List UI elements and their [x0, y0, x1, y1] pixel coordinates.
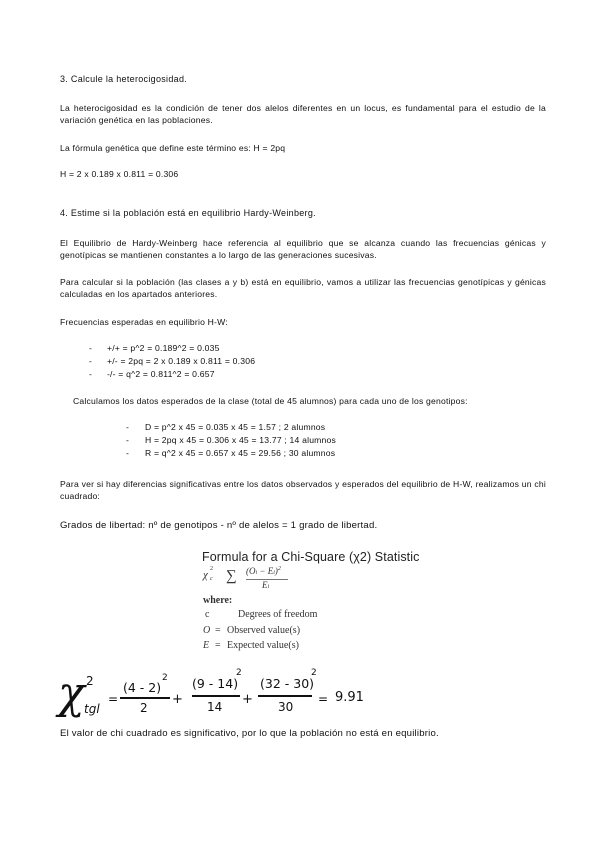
formula-legend-symbol: O [203, 625, 211, 636]
formula-legend-desc: Observed value(s) [227, 625, 301, 636]
chi-exponent: 2 [86, 674, 94, 688]
formula-legend-eq: = [215, 625, 221, 636]
bullet-dash: - [126, 448, 130, 458]
conclusion: El valor de chi cuadrado es significativo, por lo que la población no está en equilibrio. [60, 728, 439, 739]
expected-freq-item: +/+ = p^2 = 0.189^2 = 0.035 [107, 343, 220, 353]
term3-numerator: (32 - 30) [260, 676, 315, 691]
chi-symbol: χ [58, 668, 85, 719]
term2-denominator: 14 [207, 700, 223, 714]
formula-title: Formula for a Chi-Square (χ2) Statistic [202, 550, 420, 564]
formula-legend-eq: = [215, 640, 221, 651]
term2-exponent: 2 [236, 668, 242, 678]
expected-freq-item: +/- = 2pq = 2 x 0.189 x 0.811 = 0.306 [107, 356, 256, 366]
fraction-bar [120, 697, 170, 699]
expected-data-intro: Calculamos los datos esperados de la clase (total de 45 alumnos) para cada uno de los genotipos: [73, 396, 468, 406]
section4-paragraph1: El Equilibrio de Hardy-Weinberg hace referencia al equilibrio que se alcanza cuando las frecuencias génicas y genotípicas se mantienen constantes a lo largo de las generaciones sucesivas. [60, 238, 546, 260]
section4-heading: 4. Estime si la población está en equilibrio Hardy-Weinberg. [60, 208, 316, 218]
section3-paragraph: La heterocigosidad es la condición de tener dos alelos diferentes en un locus, es fundamental para el estudio de la variación genética en las poblaciones. [60, 103, 546, 125]
section3-calculation: H = 2 x 0.189 x 0.811 = 0.306 [60, 169, 179, 179]
expected-count-item: H = 2pq x 45 = 0.306 x 45 = 13.77 ; 14 alumnos [145, 435, 336, 445]
equals-sign: = [108, 692, 119, 706]
expected-count-item: D = p^2 x 45 = 0.035 x 45 = 1.57 ; 2 alumnos [145, 422, 326, 432]
formula-where: where: [203, 595, 233, 606]
degrees-of-freedom: Grados de libertad: nº de genotipos - nº de alelos = 1 grado de libertad. [60, 520, 378, 531]
fraction-bar [192, 695, 240, 697]
term2-numerator: (9 - 14) [192, 676, 239, 691]
bullet-dash: - [89, 369, 93, 379]
formula-legend-desc: Degrees of freedom [238, 609, 318, 620]
chi-result: 9.91 [335, 690, 364, 705]
equals-sign: = [318, 692, 329, 706]
chi-intro: Para ver si hay diferencias significativas entre los datos observados y esperados del equilibrio de H-W, realizamos un chi cuadrado: [60, 479, 546, 501]
term1-denominator: 2 [140, 701, 148, 715]
formula-legend-symbol: E [203, 640, 210, 651]
term1-numerator: (4 - 2) [123, 680, 162, 695]
section4-paragraph2: Para calcular si la población (las clases a y b) está en equilibrio, vamos a utilizar las frecuencias genotípicas y génicas calculadas en los apartados anteriores. [60, 277, 546, 299]
bullet-dash: - [126, 435, 130, 445]
section3-formula-text: La fórmula genética que define este término es: H = 2pq [60, 143, 286, 153]
plus-sign: + [242, 692, 253, 707]
term3-exponent: 2 [311, 668, 317, 678]
formula-legend-desc: Expected value(s) [227, 640, 299, 651]
expected-freq-title: Frecuencias esperadas en equilibrio H-W: [60, 317, 228, 327]
bullet-dash: - [89, 343, 93, 353]
expected-count-item: R = q^2 x 45 = 0.657 x 45 = 29.56 ; 30 alumnos [145, 448, 336, 458]
expected-freq-item: -/- = q^2 = 0.811^2 = 0.657 [107, 369, 215, 379]
fraction-bar [258, 695, 312, 697]
term1-exponent: 2 [162, 673, 168, 683]
bullet-dash: - [126, 422, 130, 432]
formula-legend-symbol: c [205, 609, 210, 620]
term3-denominator: 30 [278, 700, 294, 714]
chi-subscript: tgl [84, 702, 100, 716]
plus-sign: + [172, 692, 183, 707]
section3-heading: 3. Calcule la heterocigosidad. [60, 74, 188, 84]
bullet-dash: - [89, 356, 93, 366]
